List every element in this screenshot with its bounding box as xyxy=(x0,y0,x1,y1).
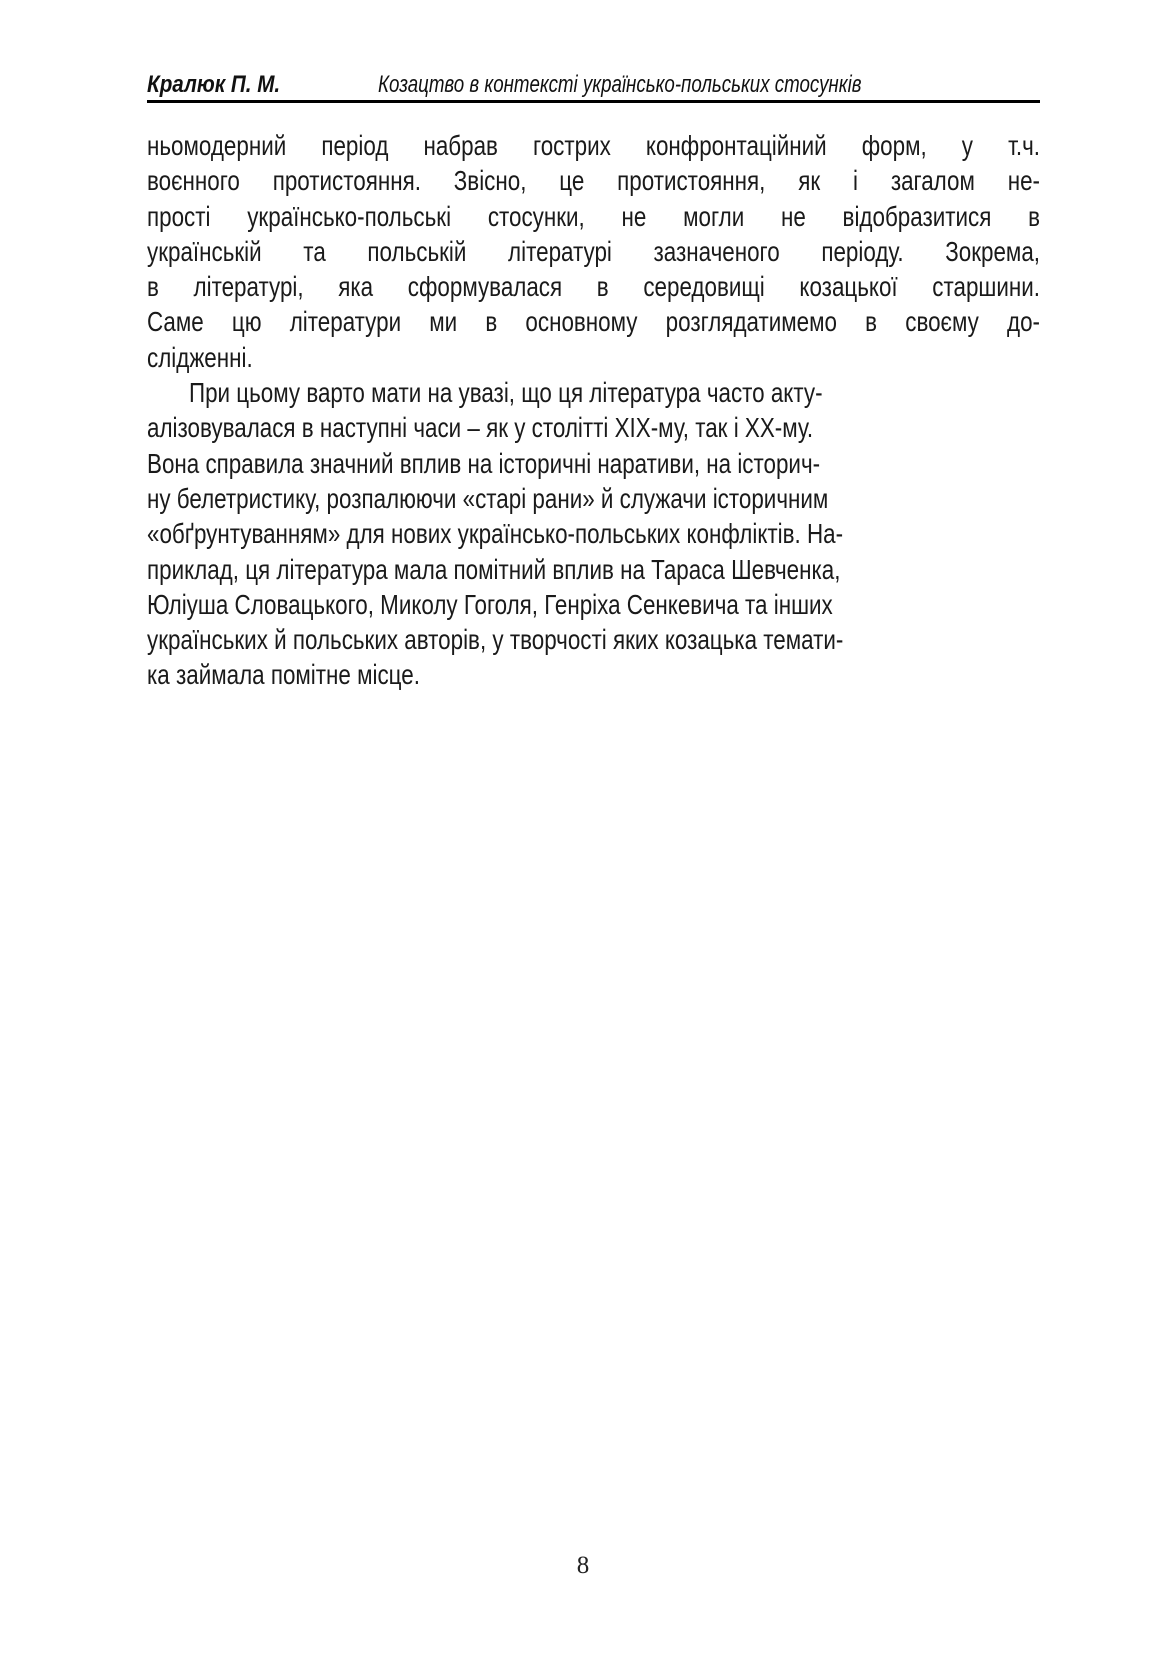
text-line: «обґрунтуванням» для нових українсько-польських конфліктів. На- xyxy=(147,518,844,550)
header-title: Козацтво в контексті українсько-польських стосунків xyxy=(378,71,862,98)
paragraph-2 xyxy=(147,375,1040,693)
text-line: ну белетристику, розпалюючи «старі рани» й служачи історичним xyxy=(147,482,829,514)
text-line: приклад, ця література мала помітний вплив на Тараса Шевченка, xyxy=(147,553,841,585)
text-line: При цьому варто мати на увазі, що ця література часто акту- xyxy=(189,377,823,409)
text-line: прості українсько-польські стосунки, не могли не відобразитися в xyxy=(147,200,1040,232)
text-line: українських й польських авторів, у творчості яких козацька темати- xyxy=(147,624,844,656)
text-line: ка займала помітне місце. xyxy=(147,659,420,691)
text-line: алізовувалася в наступні часи – як у столітті ХІХ-му, так і ХХ-му. xyxy=(147,412,814,444)
running-header xyxy=(147,64,1040,103)
text-line: Саме цю літератури ми в основному розглядатимемо в своєму до- xyxy=(147,306,1040,338)
text-line: воєнного протистояння. Звісно, це протистояння, як і загалом не- xyxy=(147,165,1040,197)
body-text xyxy=(147,128,1040,693)
paragraph-1 xyxy=(147,128,1040,375)
text-line: Вона справила значний вплив на історичні наративи, на історич- xyxy=(147,447,821,479)
text-line: слідженні. xyxy=(147,341,253,373)
header-author: Кралюк П. М. xyxy=(147,71,281,98)
page-number: 8 xyxy=(576,1552,590,1579)
text-line: в літературі, яка сформувалася в середовищі козацької старшини. xyxy=(147,271,1040,303)
text-line: ньомодерний період набрав гострих конфронтаційний форм, у т.ч. xyxy=(147,130,1040,161)
text-line: українській та польській літературі зазначеного періоду. Зокрема, xyxy=(147,235,1040,267)
text-line: Юліуша Словацького, Миколу Гоголя, Генріха Сенкевича та інших xyxy=(147,588,833,620)
